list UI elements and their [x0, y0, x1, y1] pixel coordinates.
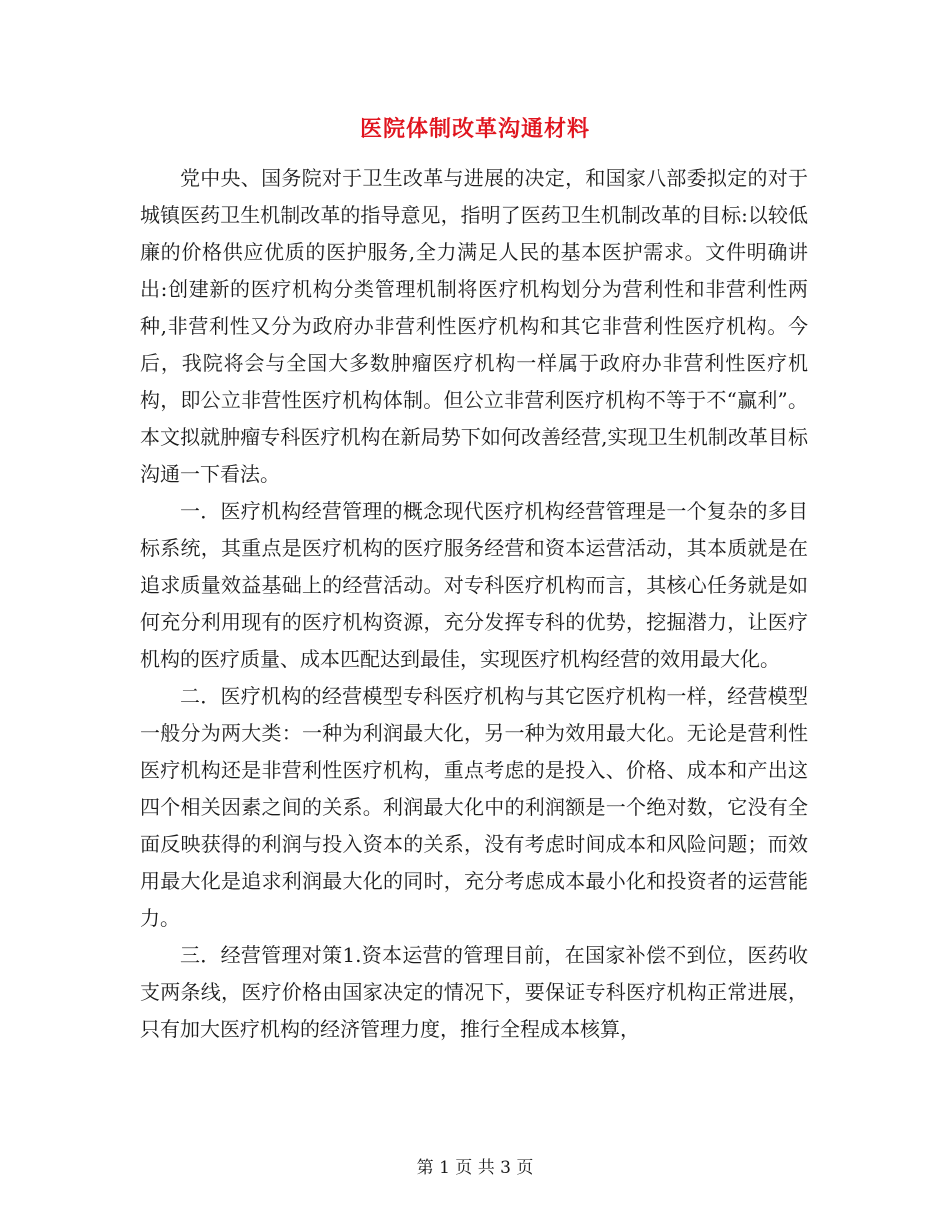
paragraph-section-2: 二．医疗机构的经营模型专科医疗机构与其它医疗机构一样，经营模型一般分为两大类：一种为利润最大化，另一种为效用最大化。无论是营利性医疗机构还是非营利性医疗机构，重点考虑的是投入、价格、成本和产出这四个相关因素之间的关系。利润最大化中的利润额是一个绝对数，它没有全面反映获得的利润与投入资本的关系，没有考虑时间成本和风险问题；而效用最大化是追求利润最大化的同时，充分考虑成本最小化和投资者的运营能力。 [140, 684, 808, 930]
paragraph-section-1: 一．医疗机构经营管理的概念现代医疗机构经营管理是一个复杂的多目标系统，其重点是医疗机构的医疗服务经营和资本运营活动，其本质就是在追求质量效益基础上的经营活动。对专科医疗机构而言，其核心任务就是如何充分利用现有的医疗机构资源，充分发挥专科的优势，挖掘潜力，让医疗机构的医疗质量、成本匹配达到最佳，实现医疗机构经营的效用最大化。 [140, 499, 808, 671]
document-body [140, 160, 808, 1048]
document-title: 医院体制改革沟通材料 [359, 116, 590, 142]
paragraph-intro: 党中央、国务院对于卫生改革与进展的决定，和国家八部委拟定的对于城镇医药卫生机制改革的指导意见，指明了医药卫生机制改革的目标:以较低廉的价格供应优质的医护服务,全力满足人民的基本医护需求。文件明确讲出:创建新的医疗机构分类管理机制将医疗机构划分为营利性和非营利性两种,非营利性又分为政府办非营利性医疗机构和其它非营利性医疗机构。今后，我院将会与全国大多数肿瘤医疗机构一样属于政府办非营利性医疗机构，即公立非营性医疗机构体制。但公立非营利医疗机构不等于不“赢利”。本文拟就肿瘤专科医疗机构在新局势下如何改善经营,实现卫生机制改革目标沟通一下看法。 [140, 166, 808, 486]
page-footer: 第 1 页 共 3 页 [416, 1158, 534, 1178]
paragraph-section-3: 三．经营管理对策1.资本运营的管理目前，在国家补偿不到位，医药收支两条线，医疗价格由国家决定的情况下，要保证专科医疗机构正常进展，只有加大医疗机构的经济管理力度，推行全程成本核算， [140, 943, 808, 1041]
